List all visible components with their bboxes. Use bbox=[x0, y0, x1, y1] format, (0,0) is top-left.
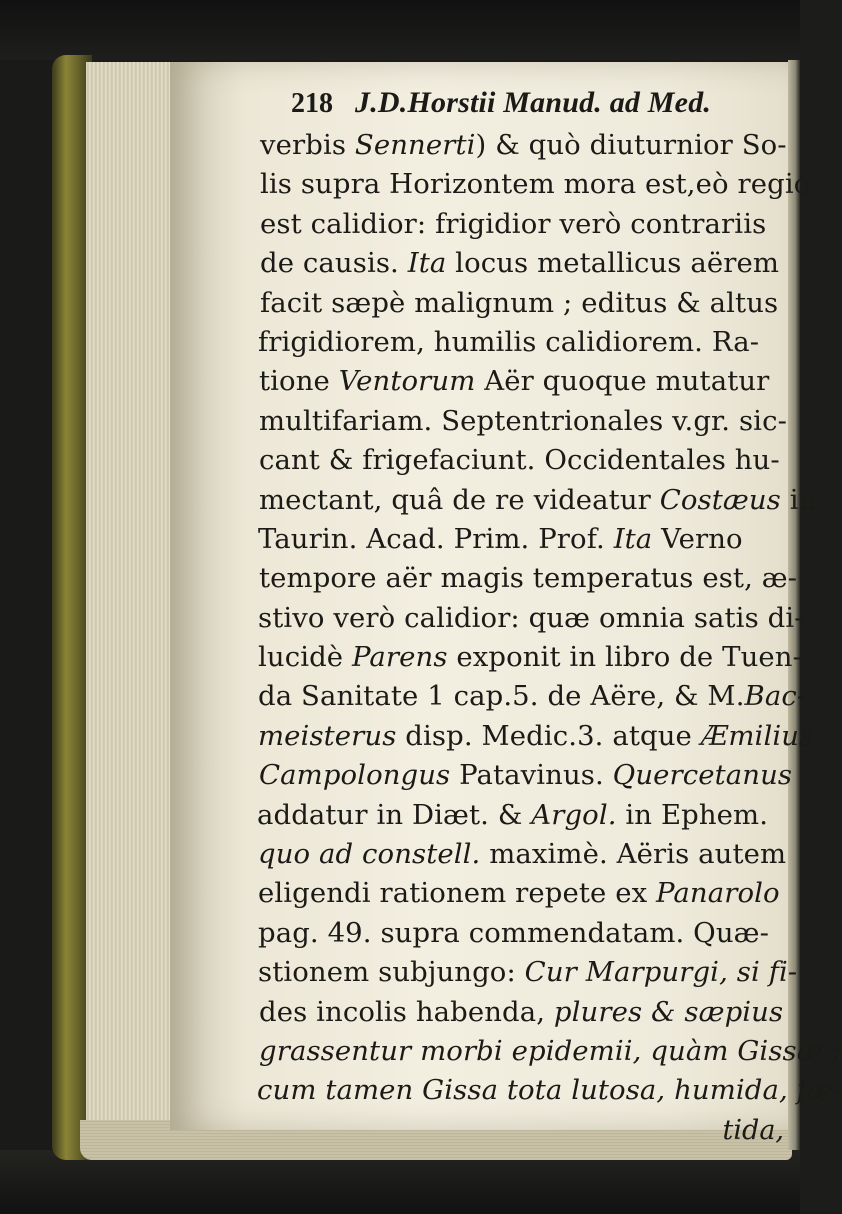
text-line bbox=[260, 126, 795, 165]
text-segment: da Sanitate 1 cap.5. de Aëre, & M. bbox=[258, 680, 745, 713]
text-segment: de causis. bbox=[260, 247, 408, 280]
text-line bbox=[258, 599, 804, 638]
text-segment: pag. 49. supra commendatam. Quæ- bbox=[258, 916, 769, 949]
text-segment: exponit in libro de Tuen- bbox=[447, 641, 802, 674]
italic-text-segment: Cur Marpurgi, si fi- bbox=[524, 956, 798, 989]
text-line bbox=[258, 520, 793, 559]
text-segment: Aër quoque mutatur bbox=[475, 365, 770, 398]
italic-text-segment: Costæus bbox=[659, 483, 781, 516]
text-line bbox=[260, 284, 795, 323]
text-line bbox=[258, 717, 814, 756]
text-line bbox=[259, 1032, 841, 1071]
text-segment: Verno bbox=[652, 522, 743, 555]
running-head: J.D.Horstii Manud. ad Med. bbox=[355, 86, 712, 119]
text-segment: facit sæpè malignum ; editus & altus bbox=[260, 286, 779, 319]
text-segment: Taurin. Acad. Prim. Prof. bbox=[258, 522, 614, 555]
text-line bbox=[258, 677, 807, 716]
text-segment: maximè. Aëris autem bbox=[480, 838, 787, 871]
italic-text-segment: Ita bbox=[613, 522, 653, 555]
italic-text-segment: quo ad constell. bbox=[258, 838, 481, 871]
text-segment: Patavinus. bbox=[450, 759, 613, 792]
italic-text-segment: Sennerti bbox=[354, 129, 476, 161]
text-line bbox=[257, 1071, 842, 1110]
text-segment: disp. Medic.3. atque bbox=[396, 719, 701, 752]
text-line bbox=[259, 402, 794, 441]
text-segment: ) & quò diuturnior So- bbox=[475, 129, 787, 161]
page-text bbox=[255, 82, 842, 1151]
text-line bbox=[258, 323, 793, 362]
italic-text-segment: Bac- bbox=[744, 680, 807, 713]
text-line bbox=[260, 205, 795, 244]
italic-text-segment: Ita bbox=[407, 247, 447, 280]
text-segment: lis supra Horizontem mora est,eò regio bbox=[260, 168, 811, 201]
text-line bbox=[258, 914, 793, 953]
backdrop-top bbox=[0, 0, 800, 60]
italic-text-segment: meisterus bbox=[258, 719, 397, 752]
italic-text-segment: Æmilius bbox=[700, 719, 814, 752]
text-line bbox=[259, 559, 798, 598]
text-segment: mectant, quâ de re videatur bbox=[259, 483, 660, 516]
page-header bbox=[255, 82, 790, 126]
text-segment: des incolis habenda, bbox=[259, 995, 554, 1028]
italic-text-segment: Quercetanus bbox=[612, 759, 793, 792]
italic-text-segment: grassentur morbi epidemii, quàm Gissæ ; bbox=[259, 1034, 841, 1067]
italic-text-segment: Ventorum bbox=[338, 365, 476, 398]
text-line bbox=[259, 481, 817, 520]
text-segment: addatur in Diæt. & bbox=[257, 798, 532, 831]
text-segment: cant & frigefaciunt. Occidentales hu- bbox=[259, 444, 780, 477]
text-segment: in Ephem. bbox=[616, 798, 769, 831]
text-segment: tempore aër magis temperatus est, æ- bbox=[259, 562, 798, 595]
text-line bbox=[259, 993, 794, 1032]
italic-text-segment: cum tamen Gissa tota lutosa, humida, fæ- bbox=[257, 1074, 842, 1107]
catchword: tida, bbox=[722, 1114, 784, 1146]
text-segment: in bbox=[780, 483, 817, 516]
text-line bbox=[257, 796, 792, 835]
text-segment: frigidiorem, humilis calidiorem. Ra- bbox=[258, 325, 760, 358]
text-line bbox=[260, 244, 795, 283]
text-segment: multifariam. Septentrionales v.gr. sic- bbox=[259, 404, 787, 437]
text-segment: lucidè bbox=[258, 641, 353, 674]
italic-text-segment: Campolongus bbox=[259, 759, 451, 792]
text-segment: stivo verò calidior: quæ omnia satis di- bbox=[258, 601, 804, 634]
text-line bbox=[259, 756, 794, 795]
text-segment: est calidior: frigidior verò contrariis bbox=[260, 207, 767, 240]
text-line bbox=[258, 953, 798, 992]
text-line bbox=[260, 165, 811, 204]
italic-text-segment: Panarolo bbox=[656, 877, 780, 910]
text-segment: tione bbox=[259, 365, 339, 398]
body-text bbox=[255, 126, 842, 1111]
text-line bbox=[258, 638, 802, 677]
italic-text-segment: Parens bbox=[352, 641, 448, 674]
text-line bbox=[258, 874, 793, 913]
text-segment: eligendi rationem repete ex bbox=[258, 877, 657, 910]
text-line bbox=[259, 362, 794, 401]
text-line bbox=[258, 835, 793, 874]
text-segment: locus metallicus aërem bbox=[446, 247, 780, 280]
text-segment: stionem subjungo: bbox=[258, 956, 525, 989]
italic-text-segment: plures & sæpius bbox=[553, 995, 784, 1028]
italic-text-segment: Argol. bbox=[531, 798, 617, 831]
text-segment: verbis bbox=[260, 129, 355, 161]
text-line bbox=[259, 441, 794, 480]
page-number: 218 bbox=[291, 88, 333, 119]
